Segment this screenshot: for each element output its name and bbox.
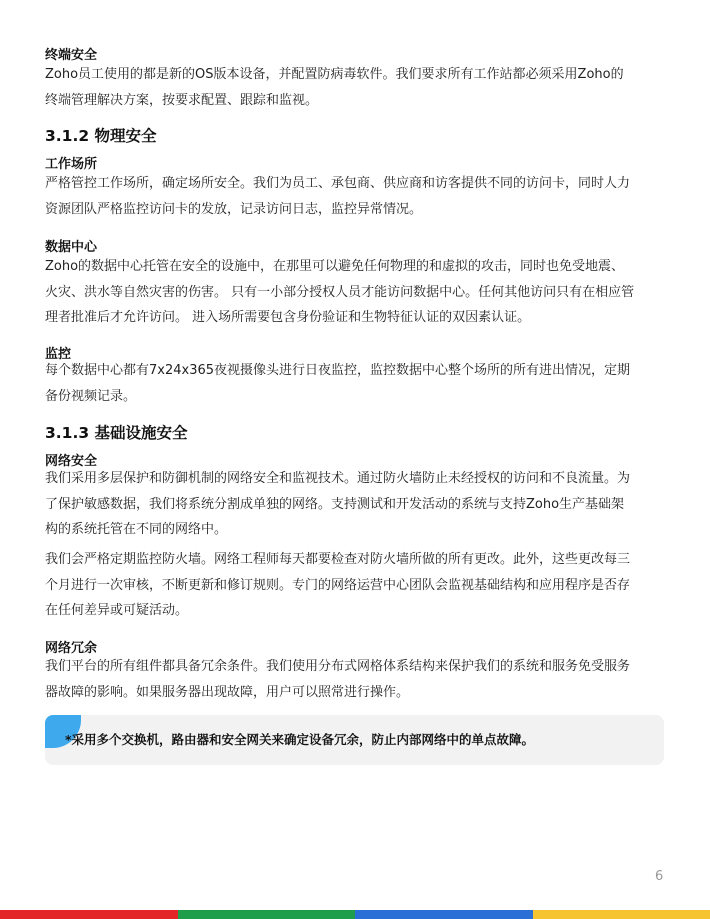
text-line: 我们会严格定期监控防火墙。网络工程师每天都要检查对防火墙所做的所有更改。此外，这些更改每三: [45, 552, 631, 567]
text-line: 了保护敏感数据，我们将系统分割成单独的网络。支持测试和开发活动的系统与支持Zoho生产基础架: [45, 496, 625, 512]
footer-segment-green: [178, 910, 356, 919]
heading-workplace: 工作场所: [45, 157, 98, 172]
text-line: 理者批准后才允许访问。 进入场所需要包含身份验证和生物特征认证的双因素认证。: [45, 310, 531, 325]
text-line: 在任何差异或可疑活动。: [45, 603, 189, 618]
heading-network-security: 网络安全: [45, 454, 98, 469]
paragraph-endpoint-security: [45, 62, 667, 113]
text-line: Zoho员工使用的都是新的OS版本设备，并配置防病毒软件。我们要求所有工作站都必须采用Zoho的: [45, 67, 624, 82]
heading-infrastructure-security: 3.1.3 基础设施安全: [45, 424, 188, 442]
heading-monitoring: 监控: [45, 347, 72, 362]
text-line: 资源团队严格监控访问卡的发放，记录访问日志，监控异常情况。: [45, 201, 423, 217]
heading-datacenter: 数据中心: [45, 240, 98, 255]
heading-physical-security: 3.1.2 物理安全: [45, 127, 157, 145]
text-line: 终端管理解决方案，按要求配置、跟踪和监视。: [45, 92, 319, 108]
paragraph-network-security-1: [45, 466, 667, 543]
heading-network-redundancy: 网络冗余: [45, 641, 98, 656]
footer-segment-yellow: [533, 910, 710, 919]
footer-color-bar: [0, 910, 710, 919]
text-line: 个月进行一次审核，不断更新和修订规则。专门的网络运营中心团队会监视基础结构和应用程序是否存: [45, 577, 631, 593]
text-line: 每个数据中心都有7x24x365夜视摄像头进行日夜监控，监控数据中心整个场所的所有进出情况，定期: [45, 363, 631, 378]
text-line: 器故障的影响。如果服务器出现故障，用户可以照常进行操作。: [45, 684, 410, 700]
text-line: 备份视频记录。: [45, 388, 137, 404]
text-line: 我们平台的所有组件都具备冗余条件。我们使用分布式网格体系结构来保护我们的系统和服务免受服务: [45, 659, 631, 674]
text-line: 构的系统托管在不同的网络中。: [45, 522, 228, 537]
text-line: 我们采用多层保护和防御机制的网络安全和监视技术。通过防火墙防止未经授权的访问和不良流量。为: [45, 471, 631, 486]
page-number: 6: [655, 869, 664, 884]
footer-segment-blue: [355, 910, 533, 919]
paragraph-network-redundancy: [45, 654, 667, 705]
text-line: 火灾、洪水等自然灾害的伤害。 只有一小部分授权人员才能访问数据中心。任何其他访问只有在相应管: [45, 284, 635, 300]
text-line: Zoho的数据中心托管在安全的设施中，在那里可以避免任何物理的和虚拟的攻击，同时也免受地震、: [45, 259, 625, 274]
paragraph-workplace: [45, 171, 667, 222]
text-line: 严格管控工作场所，确定场所安全。我们为员工、承包商、供应商和访客提供不同的访问卡，同时人力: [45, 176, 631, 191]
footer-segment-red: [0, 910, 178, 919]
callout-note: [45, 715, 664, 765]
paragraph-network-security-2: [45, 547, 667, 624]
paragraph-datacenter: [45, 254, 667, 331]
paragraph-monitoring: [45, 358, 667, 409]
callout-note-text: *采用多个交换机，路由器和安全网关来确定设备冗余，防止内部网络中的单点故障。: [65, 732, 535, 747]
heading-endpoint-security: 终端安全: [45, 48, 98, 63]
